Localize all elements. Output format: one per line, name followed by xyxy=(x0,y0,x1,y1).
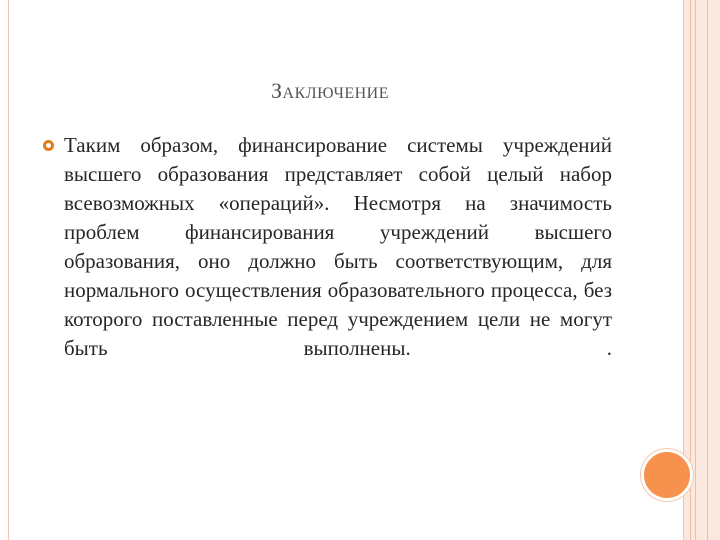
title-rest: АКЛЮЧЕНИЕ xyxy=(282,85,389,102)
decorative-line xyxy=(695,0,696,540)
orange-circle-decoration xyxy=(641,449,693,501)
slide-title xyxy=(0,78,660,104)
right-decorative-band xyxy=(684,0,720,540)
body-paragraph: Таким образом, финансирование системы учреждений высшего образования представляет собой целый набор всевозможных «операций». Несмотря на значимость проблем финансирования учреждений высшего образования, оно должно быть соответствующим, для нормального осуществления образовательного процесса, без которого поставленные перед учреждением цели не могут быть выполнены. . xyxy=(64,133,612,360)
bullet-icon xyxy=(43,140,54,151)
title-first-letter: З xyxy=(271,78,283,103)
decorative-line xyxy=(707,0,708,540)
decorative-line xyxy=(690,0,691,540)
